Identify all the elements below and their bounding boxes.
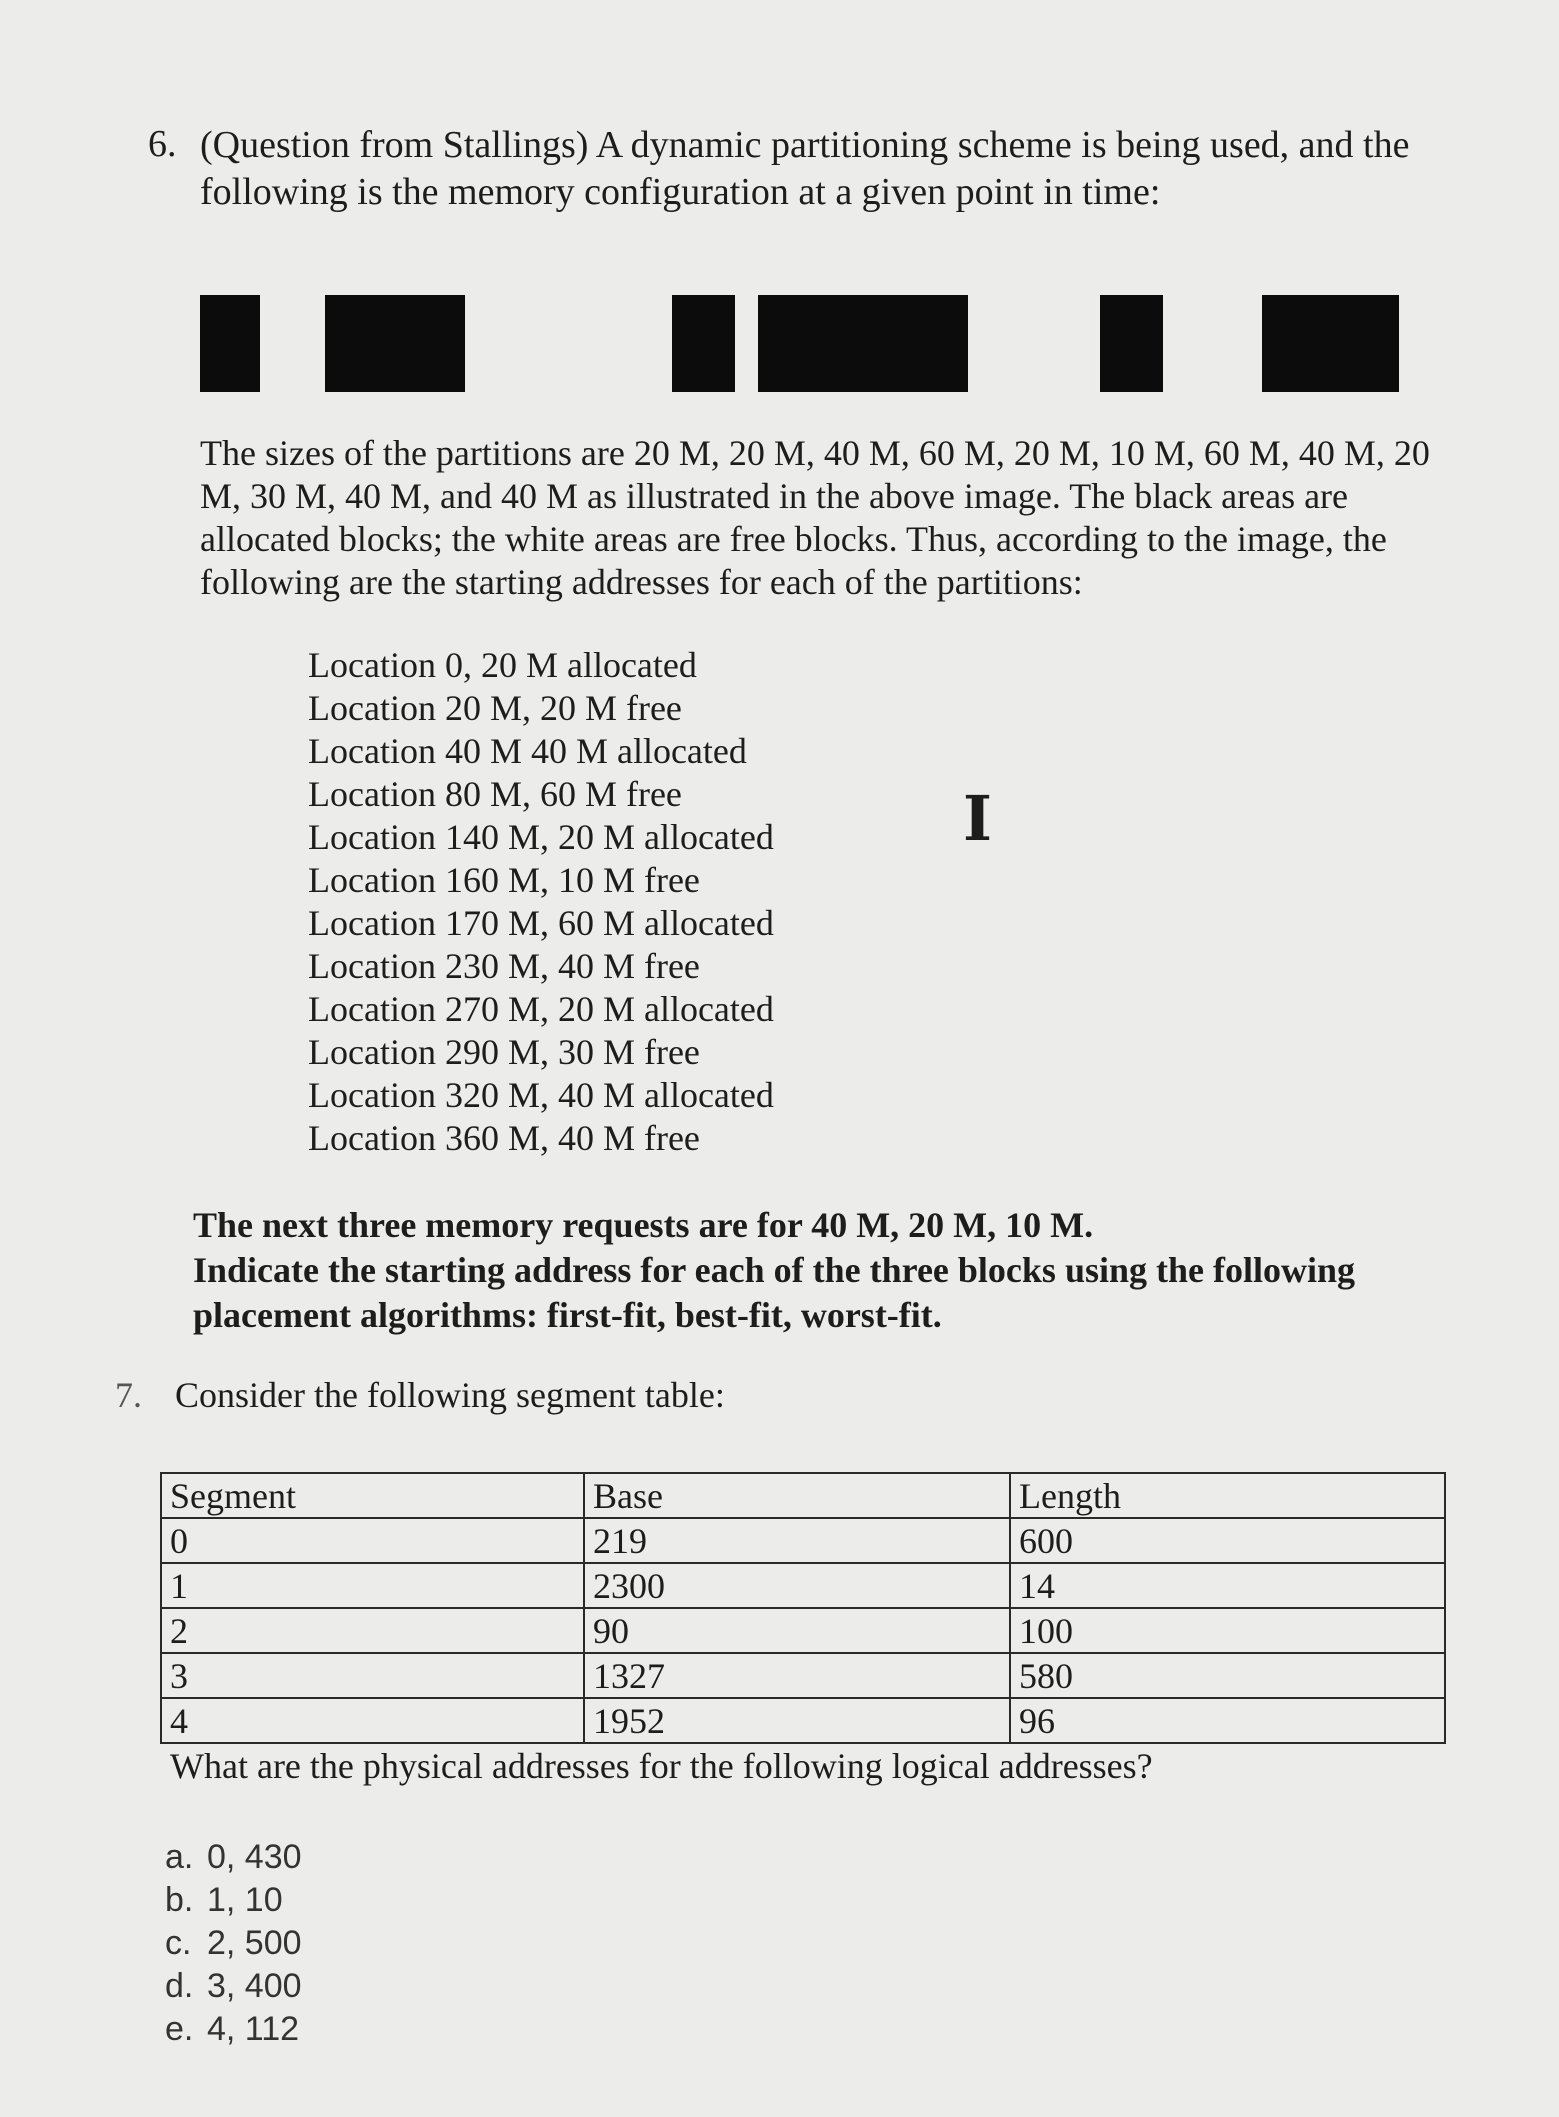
physical-address-question: What are the physical addresses for the following logical addresses?: [170, 1746, 1153, 1786]
item-value: 1, 10: [207, 1881, 283, 1919]
item-letter: a.: [165, 1838, 194, 1876]
location-item: Location 40 M 40 M allocated: [308, 731, 747, 771]
table-row: [161, 1653, 1445, 1698]
location-item: Location 80 M, 60 M free: [308, 774, 682, 814]
header-segment: Segment: [161, 1473, 584, 1518]
location-item: Location 140 M, 20 M allocated: [308, 817, 774, 857]
list-item: [165, 1922, 302, 1965]
header-length: Length: [1010, 1473, 1445, 1518]
requests-line-2: Indicate the starting address for each of the three blocks using the following placement algorithms: first-fit, best-fit, worst-fit.: [193, 1250, 1356, 1335]
list-item: [165, 1836, 302, 1879]
table-row: [161, 1608, 1445, 1653]
location-item: Location 170 M, 60 M allocated: [308, 903, 774, 943]
table-header-row: [161, 1473, 1445, 1518]
segment-table: [160, 1472, 1446, 1744]
table-row: [161, 1698, 1445, 1743]
memory-block-allocated-6: [1262, 295, 1399, 392]
logical-address-list: [165, 1836, 302, 2051]
location-item: Location 290 M, 30 M free: [308, 1032, 700, 1072]
table-row: [161, 1563, 1445, 1608]
cell-base: 1952: [584, 1698, 1010, 1743]
memory-block-allocated-2: [325, 295, 465, 392]
cell-base: 219: [584, 1518, 1010, 1563]
header-base: Base: [584, 1473, 1010, 1518]
cell-segment: 0: [161, 1518, 584, 1563]
question-7-text: Consider the following segment table:: [175, 1375, 725, 1415]
memory-block-allocated-4: [758, 295, 968, 392]
location-item: Location 320 M, 40 M allocated: [308, 1075, 774, 1115]
item-letter: c.: [165, 1924, 192, 1962]
cell-segment: 1: [161, 1563, 584, 1608]
cell-segment: 2: [161, 1608, 584, 1653]
memory-block-allocated-1: [200, 295, 260, 392]
location-item: Location 20 M, 20 M free: [308, 688, 682, 728]
cell-length: 600: [1010, 1518, 1445, 1563]
cell-segment: 4: [161, 1698, 584, 1743]
item-letter: b.: [165, 1881, 194, 1919]
partition-locations-list: [308, 644, 774, 1160]
requests-line-1: The next three memory requests are for 40 M, 20 M, 10 M.: [193, 1205, 1094, 1245]
list-item: [165, 1965, 302, 2008]
question-7-number: 7.: [115, 1375, 142, 1415]
partition-sizes-paragraph: The sizes of the partitions are 20 M, 20 M, 40 M, 60 M, 20 M, 10 M, 60 M, 40 M, 20 M, 30 M, 40 M, and 40 M as illustrated in the above image. The black areas are allocated blocks; the white areas are free blocks. Thus, according to the image, the following are the starting addresses for each of the partitions:: [200, 433, 1430, 602]
cell-base: 1327: [584, 1653, 1010, 1698]
question-6-number: 6.: [148, 123, 177, 165]
list-item: [165, 1879, 302, 1922]
location-item: Location 270 M, 20 M allocated: [308, 989, 774, 1029]
location-item: Location 160 M, 10 M free: [308, 860, 700, 900]
memory-configuration-diagram: [200, 295, 1400, 392]
item-letter: d.: [165, 1967, 194, 2005]
cell-length: 580: [1010, 1653, 1445, 1698]
cell-length: 96: [1010, 1698, 1445, 1743]
item-value: 0, 430: [207, 1838, 302, 1876]
item-value: 2, 500: [207, 1924, 302, 1962]
memory-block-allocated-5: [1100, 295, 1163, 392]
memory-requests-text: [193, 1203, 1453, 1338]
memory-block-allocated-3: [672, 295, 735, 392]
question-6-text: (Question from Stallings) A dynamic partitioning scheme is being used, and the following is the memory configuration at a given point in time:: [200, 124, 1410, 213]
location-item: Location 230 M, 40 M free: [308, 946, 700, 986]
cell-base: 90: [584, 1608, 1010, 1653]
cell-length: 100: [1010, 1608, 1445, 1653]
cell-length: 14: [1010, 1563, 1445, 1608]
list-item: [165, 2008, 302, 2051]
item-value: 3, 400: [207, 1967, 302, 2005]
item-letter: e.: [165, 2010, 194, 2048]
cell-base: 2300: [584, 1563, 1010, 1608]
location-item: Location 360 M, 40 M free: [308, 1118, 700, 1158]
table-row: [161, 1518, 1445, 1563]
text-cursor-icon: I: [963, 782, 993, 855]
location-item: Location 0, 20 M allocated: [308, 645, 697, 685]
cell-segment: 3: [161, 1653, 584, 1698]
item-value: 4, 112: [207, 2010, 300, 2048]
